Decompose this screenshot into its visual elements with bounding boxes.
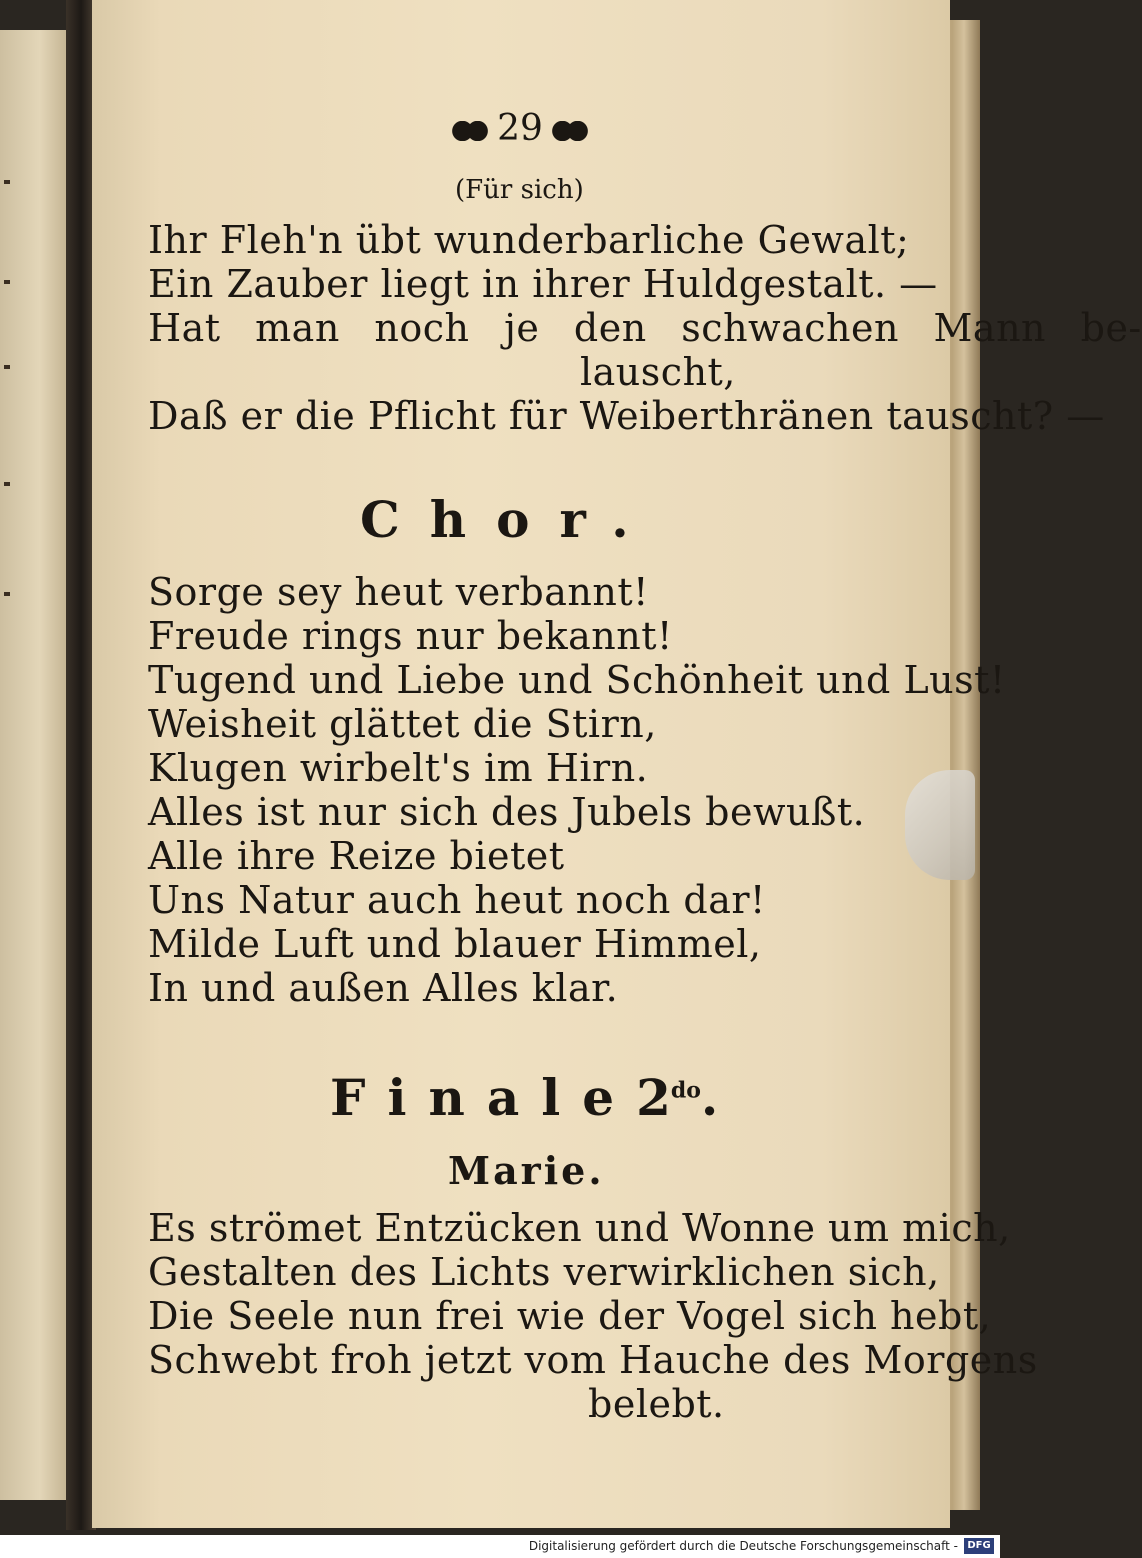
verse-line: Ein Zauber liegt in ihrer Huldgestalt. — — [148, 262, 938, 306]
ornament-icon — [451, 121, 489, 141]
speaker-name: Marie. — [448, 1148, 605, 1193]
chor-line: Freude rings nur bekannt! — [148, 614, 673, 658]
finale-title: Finale — [330, 1068, 637, 1127]
finale-superscript: do — [670, 1077, 701, 1104]
marie-line: Gestalten des Lichts verwirklichen sich, — [148, 1250, 940, 1294]
verse-line: Daß er die Pflicht für Weiberthränen tauscht? — — [148, 394, 1105, 438]
verse-line: lauscht, — [580, 350, 736, 394]
chor-line: In und außen Alles klar. — [148, 966, 619, 1010]
verse-line: Hat man noch je den schwachen Mann be- — [148, 306, 1142, 350]
chor-line: Milde Luft und blauer Himmel, — [148, 922, 762, 966]
finale-period: . — [700, 1068, 719, 1127]
chor-line: Alle ihre Reize bietet — [148, 834, 565, 878]
chor-line: Sorge sey heut verbannt! — [148, 570, 649, 614]
stage-direction: (Für sich) — [455, 175, 584, 205]
digitization-footer — [0, 1535, 1000, 1558]
footer-credit: Digitalisierung gefördert durch die Deutsche Forschungsgemeinschaft - — [528, 1539, 958, 1553]
finale-heading — [330, 1068, 718, 1127]
page-clip — [905, 770, 975, 880]
left-page-mark — [4, 365, 10, 369]
left-page-mark — [4, 180, 10, 184]
finale-number: 2 — [636, 1068, 671, 1127]
marie-line: Schwebt froh jetzt vom Hauche des Morgens — [148, 1338, 1038, 1382]
ornament-icon — [551, 121, 589, 141]
left-page-mark — [4, 482, 10, 486]
chor-line: Klugen wirbelt's im Hirn. — [148, 746, 649, 790]
dfg-logo: DFG — [964, 1538, 994, 1554]
chor-line: Alles ist nur sich des Jubels bewußt. — [148, 790, 866, 834]
left-page-mark — [4, 592, 10, 596]
chor-heading: Chor. — [360, 490, 659, 549]
page-header — [420, 108, 620, 149]
marie-line: Es strömet Entzücken und Wonne um mich, — [148, 1206, 1011, 1250]
page-number: 29 — [497, 108, 543, 149]
chor-line: Weisheit glättet die Stirn, — [148, 702, 657, 746]
left-page-mark — [4, 280, 10, 284]
verse-line: Ihr Fleh'n übt wunderbarliche Gewalt; — [148, 218, 910, 262]
marie-line: Die Seele nun frei wie der Vogel sich hebt, — [148, 1294, 992, 1338]
chor-line: Tugend und Liebe und Schönheit und Lust! — [148, 658, 1006, 702]
previous-page-edge — [0, 30, 72, 1500]
marie-line: belebt. — [588, 1382, 725, 1426]
chor-line: Uns Natur auch heut noch dar! — [148, 878, 766, 922]
